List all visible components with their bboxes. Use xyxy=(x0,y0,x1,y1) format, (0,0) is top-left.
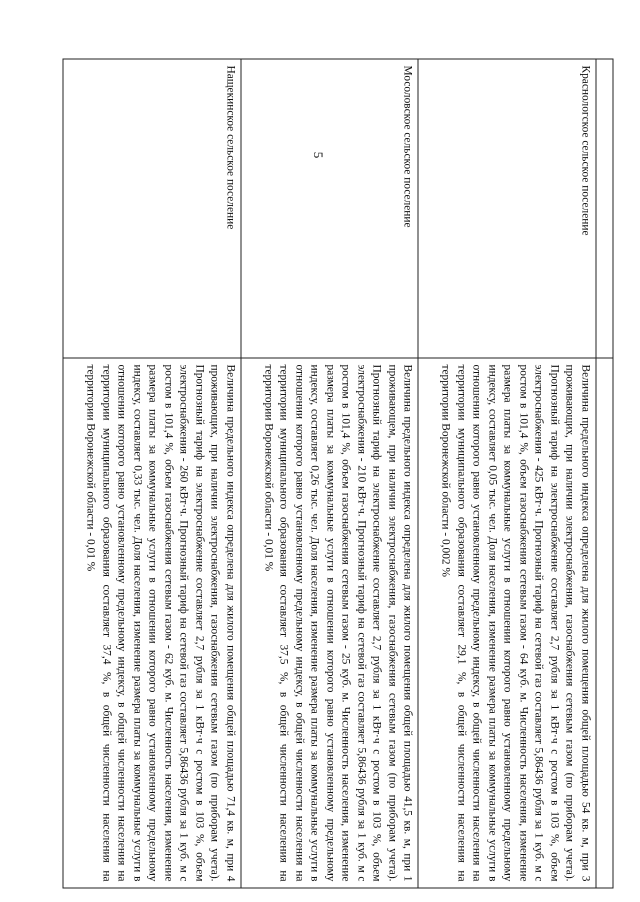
settlement-name: Краснологское сельское поселение xyxy=(418,59,596,358)
settlement-name: Мосоловское сельское поселение xyxy=(240,59,418,358)
table-row xyxy=(418,59,596,888)
page-number: 5 xyxy=(311,151,326,159)
table-cell-empty xyxy=(596,59,613,358)
table-cell-empty xyxy=(596,358,613,888)
settlement-name: Нащекинское сельское поселение xyxy=(63,59,241,358)
settlement-description: Величина предельного индекса определена для жилого помещения общей площадью 54 кв. м, при 3 проживающих, при наличии электроснабжения, газоснабжения сетевым газом (по приборам учета). Прогнозный тариф на электроснабжение составляет 2,7 рубля за 1 кВт·ч с ростом в 103 %, объем электроснабжения - 425 кВт·ч. Прогнозный тариф на сетевой газ составляет 5,86436 рубля за 1 куб. м с ростом в 101,4 %, объем газоснабжения сетевым газом - 64 куб. м. Численность населения, изменение размера платы за коммунальные услуги в отношении которого равно установленному предельному индексу, составляет 0,05 тыс. чел. Доля населения, изменение размера платы за коммунальные услуги в отношении которого равно установленному предельному индексу, в общей численности населения на территории муниципального образования составляет 29,1 %, в общей численности населения на территории Воронежской области - 0,002 % xyxy=(418,358,596,888)
table-row-top-continuation xyxy=(596,59,613,888)
rotated-table-container xyxy=(62,58,613,888)
settlement-description: Величина предельного индекса определена для жилого помещения общей площадью 71,4 кв. м, при 4 проживающих, при наличии электроснабжения, газоснабжения сетевым газом (по приборам учета). Прогнозный тариф на электроснабжение составляет 2,7 рубля за 1 кВт·ч с ростом в 103 %, объем электроснабжения - 260 кВт·ч. Прогнозный тариф на сетевой газ составляет 5,86436 рубля за 1 куб. м с ростом в 101,4 %, объем газоснабжения сетевым газом - 62 куб. м. Численность населения, изменение размера платы за коммунальные услуги в отношении которого равно установленному предельному индексу, составляет 0,33 тыс. чел. Доля населения, изменение размера платы за коммунальные услуги в отношении которого равно установленному предельному индексу, в общей численности населения на территории муниципального образования составляет 37,4 %, в общей численности населения на территории Воронежской области - 0,01 % xyxy=(63,358,241,888)
settlement-description: Величина предельного индекса определена для жилого помещения общей площадью 41,5 кв. м, при 1 проживающем, при наличии электроснабжения, газоснабжения сетевым газом (по приборам учета). Прогнозный тариф на электроснабжение составляет 2,7 рубля за 1 кВт·ч с ростом в 103 %, объем электроснабжения - 210 кВт·ч. Прогнозный тариф на сетевой газ составляет 5,86436 рубля за 1 куб. м с ростом в 101,4 %, объем газоснабжения сетевым газом - 25 куб. м. Численность населения, изменение размера платы за коммунальные услуги в отношении которого равно установленному предельному индексу, составляет 0,26 тыс. чел. Доля населения, изменение размера платы за коммунальные услуги в отношении которого равно установленному предельному индексу, в общей численности населения на территории муниципального образования составляет 37,5 %, в общей численности населения на территории Воронежской области - 0,01 % xyxy=(240,358,418,888)
settlements-table xyxy=(62,58,613,888)
table-row xyxy=(240,59,418,888)
table-row xyxy=(63,59,241,888)
